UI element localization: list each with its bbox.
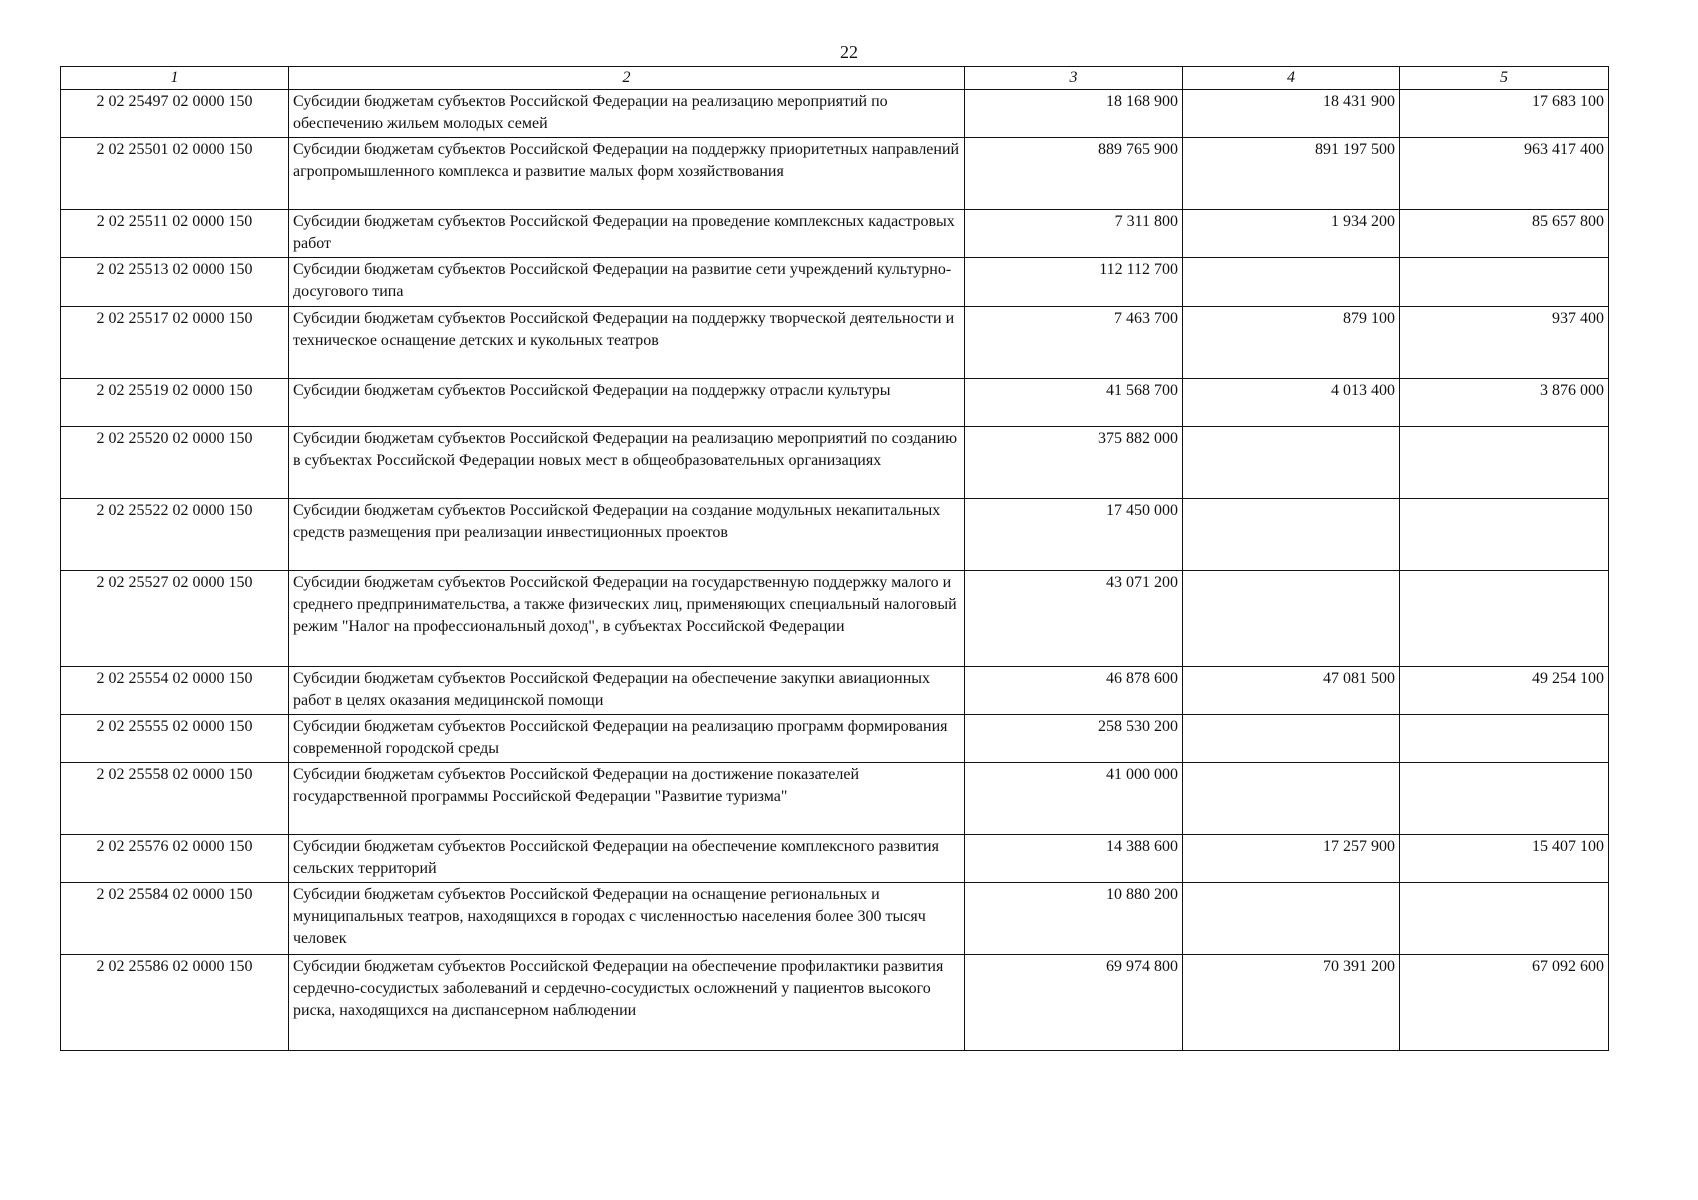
description: Субсидии бюджетам субъектов Российской Федерации на создание модульных некапитальных средств размещения при реализации инвестиционных проектов — [289, 499, 965, 571]
value-col5 — [1400, 571, 1609, 667]
value-col3: 43 071 200 — [965, 571, 1183, 667]
value-col4 — [1183, 258, 1400, 307]
value-col5: 3 876 000 — [1400, 379, 1609, 427]
table-row — [61, 763, 1609, 835]
budget-code: 2 02 25501 02 0000 150 — [61, 138, 289, 210]
budget-code: 2 02 25522 02 0000 150 — [61, 499, 289, 571]
value-col5: 963 417 400 — [1400, 138, 1609, 210]
value-col5: 937 400 — [1400, 307, 1609, 379]
table-row — [61, 835, 1609, 883]
value-col3: 112 112 700 — [965, 258, 1183, 307]
value-col5: 15 407 100 — [1400, 835, 1609, 883]
description: Субсидии бюджетам субъектов Российской Федерации на поддержку отрасли культуры — [289, 379, 965, 427]
table-row — [61, 955, 1609, 1051]
value-col5: 17 683 100 — [1400, 90, 1609, 138]
description: Субсидии бюджетам субъектов Российской Федерации на обеспечение профилактики развития сердечно-сосудистых заболеваний и сердечно-сосудистых осложнений у пациентов высокого риска, находящихся на диспансерном наблюдении — [289, 955, 965, 1051]
value-col4 — [1183, 763, 1400, 835]
value-col4 — [1183, 427, 1400, 499]
value-col3: 10 880 200 — [965, 883, 1183, 955]
description: Субсидии бюджетам субъектов Российской Федерации на государственную поддержку малого и среднего предпринимательства, а также физических лиц, применяющих специальный налоговый режим "Налог на профессиональный доход", в субъектах Российской Федерации — [289, 571, 965, 667]
value-col4: 1 934 200 — [1183, 210, 1400, 258]
value-col3: 7 463 700 — [965, 307, 1183, 379]
value-col5 — [1400, 258, 1609, 307]
table-row — [61, 571, 1609, 667]
budget-code: 2 02 25527 02 0000 150 — [61, 571, 289, 667]
description: Субсидии бюджетам субъектов Российской Федерации на оснащение региональных и муниципальных театров, находящихся в городах с численностью населения более 300 тысяч человек — [289, 883, 965, 955]
description: Субсидии бюджетам субъектов Российской Федерации на поддержку приоритетных направлений агропромышленного комплекса и развитие малых форм хозяйствования — [289, 138, 965, 210]
budget-code: 2 02 25497 02 0000 150 — [61, 90, 289, 138]
description: Субсидии бюджетам субъектов Российской Федерации на достижение показателей государственной программы Российской Федерации "Развитие туризма" — [289, 763, 965, 835]
col-header-2: 2 — [289, 67, 965, 90]
budget-code: 2 02 25584 02 0000 150 — [61, 883, 289, 955]
table-row — [61, 427, 1609, 499]
table-row — [61, 258, 1609, 307]
description: Субсидии бюджетам субъектов Российской Федерации на реализацию мероприятий по обеспечению жильем молодых семей — [289, 90, 965, 138]
description: Субсидии бюджетам субъектов Российской Федерации на реализацию мероприятий по созданию в субъектах Российской Федерации новых мест в общеобразовательных организациях — [289, 427, 965, 499]
value-col4: 18 431 900 — [1183, 90, 1400, 138]
table-row — [61, 138, 1609, 210]
description: Субсидии бюджетам субъектов Российской Федерации на обеспечение комплексного развития сельских территорий — [289, 835, 965, 883]
value-col3: 375 882 000 — [965, 427, 1183, 499]
budget-code: 2 02 25511 02 0000 150 — [61, 210, 289, 258]
budget-code: 2 02 25517 02 0000 150 — [61, 307, 289, 379]
col-header-3: 3 — [965, 67, 1183, 90]
value-col3: 18 168 900 — [965, 90, 1183, 138]
value-col4: 879 100 — [1183, 307, 1400, 379]
value-col5 — [1400, 715, 1609, 763]
budget-code: 2 02 25513 02 0000 150 — [61, 258, 289, 307]
value-col3: 7 311 800 — [965, 210, 1183, 258]
description: Субсидии бюджетам субъектов Российской Федерации на поддержку творческой деятельности и техническое оснащение детских и кукольных театров — [289, 307, 965, 379]
value-col4: 4 013 400 — [1183, 379, 1400, 427]
value-col4: 70 391 200 — [1183, 955, 1400, 1051]
value-col5: 85 657 800 — [1400, 210, 1609, 258]
value-col3: 258 530 200 — [965, 715, 1183, 763]
col-header-5: 5 — [1400, 67, 1609, 90]
value-col5: 49 254 100 — [1400, 667, 1609, 715]
value-col5: 67 092 600 — [1400, 955, 1609, 1051]
page-number: 22 — [840, 42, 858, 62]
budget-code: 2 02 25520 02 0000 150 — [61, 427, 289, 499]
value-col5 — [1400, 499, 1609, 571]
table-row — [61, 210, 1609, 258]
table-row — [61, 715, 1609, 763]
table-row — [61, 883, 1609, 955]
value-col5 — [1400, 427, 1609, 499]
value-col3: 889 765 900 — [965, 138, 1183, 210]
table-row — [61, 667, 1609, 715]
budget-code: 2 02 25519 02 0000 150 — [61, 379, 289, 427]
description: Субсидии бюджетам субъектов Российской Федерации на обеспечение закупки авиационных работ в целях оказания медицинской помощи — [289, 667, 965, 715]
col-header-4: 4 — [1183, 67, 1400, 90]
value-col3: 69 974 800 — [965, 955, 1183, 1051]
table-row — [61, 499, 1609, 571]
budget-table — [60, 66, 1609, 1051]
table-row — [61, 90, 1609, 138]
value-col4 — [1183, 571, 1400, 667]
value-col4 — [1183, 715, 1400, 763]
description: Субсидии бюджетам субъектов Российской Федерации на реализацию программ формирования современной городской среды — [289, 715, 965, 763]
description: Субсидии бюджетам субъектов Российской Федерации на развитие сети учреждений культурно-досугового типа — [289, 258, 965, 307]
header-row — [61, 67, 1609, 90]
value-col4 — [1183, 499, 1400, 571]
value-col3: 41 000 000 — [965, 763, 1183, 835]
value-col3: 41 568 700 — [965, 379, 1183, 427]
budget-code: 2 02 25586 02 0000 150 — [61, 955, 289, 1051]
value-col5 — [1400, 883, 1609, 955]
value-col3: 17 450 000 — [965, 499, 1183, 571]
budget-code: 2 02 25576 02 0000 150 — [61, 835, 289, 883]
budget-code: 2 02 25554 02 0000 150 — [61, 667, 289, 715]
value-col3: 14 388 600 — [965, 835, 1183, 883]
table-row — [61, 379, 1609, 427]
table-row — [61, 307, 1609, 379]
value-col5 — [1400, 763, 1609, 835]
budget-code: 2 02 25555 02 0000 150 — [61, 715, 289, 763]
value-col4: 47 081 500 — [1183, 667, 1400, 715]
value-col4: 891 197 500 — [1183, 138, 1400, 210]
value-col4 — [1183, 883, 1400, 955]
budget-code: 2 02 25558 02 0000 150 — [61, 763, 289, 835]
value-col3: 46 878 600 — [965, 667, 1183, 715]
col-header-1: 1 — [61, 67, 289, 90]
value-col4: 17 257 900 — [1183, 835, 1400, 883]
description: Субсидии бюджетам субъектов Российской Федерации на проведение комплексных кадастровых работ — [289, 210, 965, 258]
